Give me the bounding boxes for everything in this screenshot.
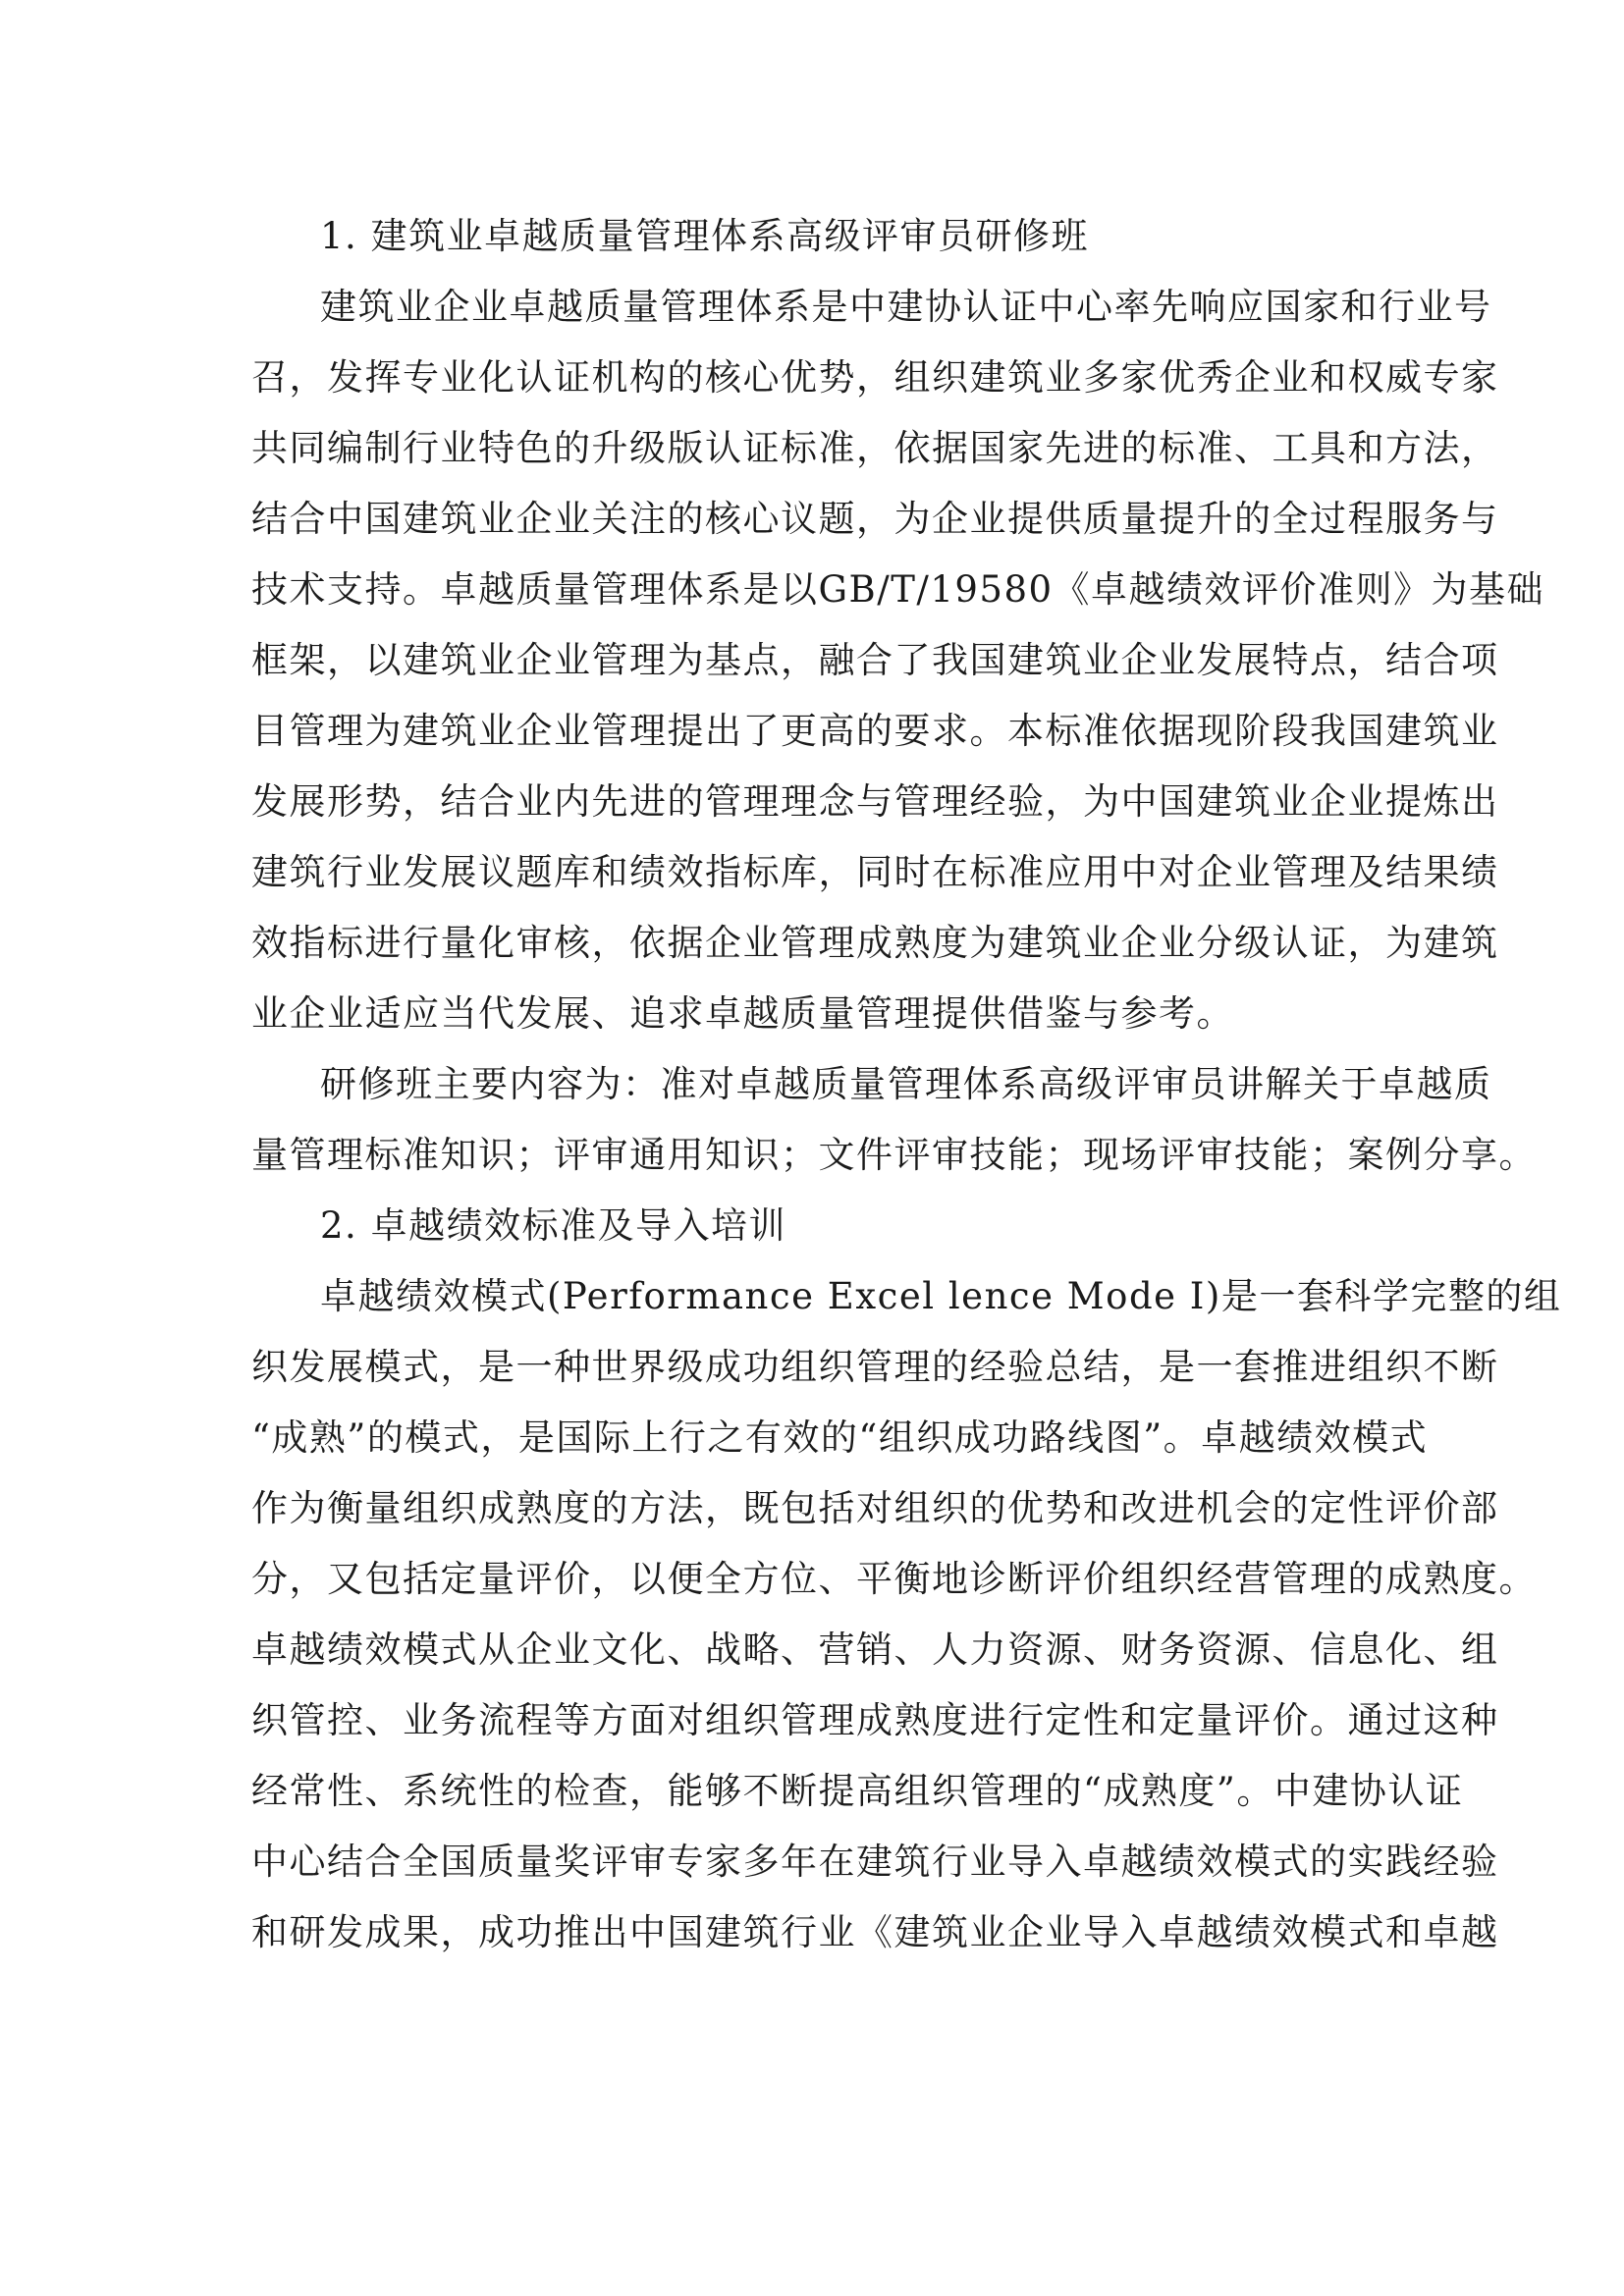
paragraph-line: 卓越绩效模式(Performance Excel lence Mode I)是一套科学完整的组 <box>320 1275 1562 1317</box>
paragraph-line: 作为衡量组织成熟度的方法，既包括对组织的优势和改进机会的定性评价部 <box>251 1487 1499 1529</box>
paragraph-line: 目管理为建筑业企业管理提出了更高的要求。本标准依据现阶段我国建筑业 <box>251 710 1499 752</box>
section-2-paragraph-1 <box>251 1261 1562 1968</box>
section-1-paragraph-1 <box>251 272 1545 1049</box>
paragraph-line: 织发展模式，是一种世界级成功组织管理的经验总结，是一套推进组织不断 <box>251 1346 1499 1388</box>
paragraph-line: 建筑业企业卓越质量管理体系是中建协认证中心率先响应国家和行业号 <box>320 286 1492 328</box>
paragraph-line: 发展形势，结合业内先进的管理理念与管理经验，为中国建筑业企业提炼出 <box>251 780 1499 823</box>
section-1-paragraph-2 <box>251 1049 1537 1191</box>
paragraph-line: 研修班主要内容为：准对卓越质量管理体系高级评审员讲解关于卓越质 <box>320 1063 1492 1105</box>
paragraph-line: 建筑行业发展议题库和绩效指标库，同时在标准应用中对企业管理及结果绩 <box>251 851 1499 893</box>
document-body <box>251 201 1562 1968</box>
paragraph-line: 织管控、业务流程等方面对组织管理成熟度进行定性和定量评价。通过这种 <box>251 1699 1499 1741</box>
paragraph-line: 经常性、系统性的检查，能够不断提高组织管理的“成熟度”。中建协认证 <box>251 1770 1464 1812</box>
section-1-heading: 1. 建筑业卓越质量管理体系高级评审员研修班 <box>320 215 1090 257</box>
paragraph-line: 效指标进行量化审核，依据企业管理成熟度为建筑业企业分级认证，为建筑 <box>251 922 1499 964</box>
paragraph-line: 召，发挥专业化认证机构的核心优势，组织建筑业多家优秀企业和权威专家 <box>251 356 1499 399</box>
paragraph-line: 量管理标准知识；评审通用知识；文件评审技能；现场评审技能；案例分享。 <box>251 1134 1537 1176</box>
paragraph-line: 业企业适应当代发展、追求卓越质量管理提供借鉴与参考。 <box>251 992 1234 1035</box>
paragraph-line: 共同编制行业特色的升级版认证标准，依据国家先进的标准、工具和方法， <box>251 427 1499 469</box>
paragraph-line: 分，又包括定量评价，以便全方位、平衡地诊断评价组织经营管理的成熟度。 <box>251 1558 1537 1600</box>
paragraph-line: 中心结合全国质量奖评审专家多年在建筑行业导入卓越绩效模式的实践经验 <box>251 1841 1499 1883</box>
section-2-heading: 2. 卓越绩效标准及导入培训 <box>320 1204 787 1247</box>
paragraph-line: 结合中国建筑业企业关注的核心议题，为企业提供质量提升的全过程服务与 <box>251 498 1499 540</box>
paragraph-line: 卓越绩效模式从企业文化、战略、营销、人力资源、财务资源、信息化、组 <box>251 1629 1499 1671</box>
paragraph-line: “成熟”的模式，是国际上行之有效的“组织成功路线图”。卓越绩效模式 <box>251 1416 1429 1459</box>
paragraph-line: 框架，以建筑业企业管理为基点，融合了我国建筑业企业发展特点，结合项 <box>251 639 1499 681</box>
paragraph-line: 技术支持。卓越质量管理体系是以GB/T/19580《卓越绩效评价准则》为基础 <box>251 568 1545 611</box>
paragraph-line: 和研发成果，成功推出中国建筑行业《建筑业企业导入卓越绩效模式和卓越 <box>251 1911 1499 1953</box>
